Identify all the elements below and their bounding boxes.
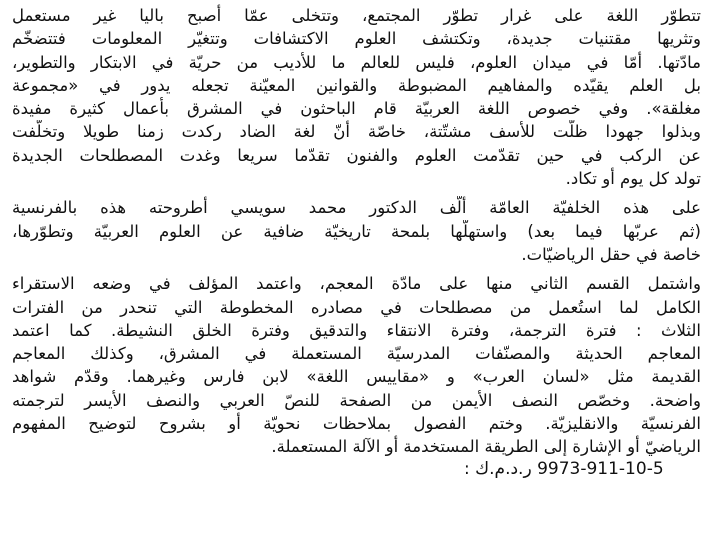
text-line: واضحة. وخصّص النصف الأيمن من الصفحة للنصّ العربي والنصف الأيسر لترجمته	[12, 390, 701, 410]
paragraph-1	[12, 4, 701, 190]
text-line: تولد كل يوم أو تكاد.	[565, 169, 701, 189]
text-line: الفرنسيّة والانقليزيّة. وختم الفصول بملاحظات نحويّة أو بشروح لتوضيح المفهوم	[12, 414, 701, 434]
text-line: خاصة في حقل الرياضيّات.	[521, 244, 701, 264]
text-line: وبذلوا جهودا ظلّت للأسف مشتّتة، خاصّة أنّ لغة الضاد ركدت زمنا طويلا وتخلّفت	[12, 122, 701, 142]
isbn-number: 9973-911-10-5	[537, 458, 664, 479]
text-line: بل العلم يقيّده والمفاهيم المضبوطة والقوانين المعيّنة تجعله يدور في «مجموعة	[12, 75, 701, 95]
isbn-line	[12, 457, 701, 481]
text-line: على هذه الخلفيّة العامّة ألّف الدكتور محمد سويسي أطروحته هذه بالفرنسية	[12, 198, 701, 218]
text-line: القديمة مثل «لسان العرب» و «مقاييس اللغة» لابن فارس وغيرهما. وقدّم شواهد	[12, 367, 701, 387]
paragraph-2	[12, 196, 701, 266]
text-line: الكامل لما استُعمل من مصطلحات في مصادره المخطوطة التي تنحدر من الفترات	[12, 297, 701, 317]
paragraph-3	[12, 272, 701, 458]
text-line: الرياضيّ أو الإشارة إلى الطريقة المستخدمة أو الآلة المستعملة.	[271, 437, 701, 457]
text-line: مادّتها. أمّا في ميدان العلوم، فليس للعالم ما للأديب من حريّة في الابتكار والتطوير،	[12, 52, 701, 72]
text-line: وتثريها مقتنيات جديدة، وتكتشف العلوم الاكتشافات وتتغيّر المعلومات فتتضخّم	[12, 29, 701, 49]
isbn-label: ر.د.م.ك :	[464, 458, 532, 479]
text-line: (ثم عربّها فيما بعد) واستهلّها بلمحة تاريخيّة ضافية عن العلوم العربيّة وتطوّرها،	[12, 221, 701, 241]
text-line: عن الركب في حين تقدّمت العلوم والفنون تقدّما سريعا وغدت المصطلحات الجديدة	[12, 145, 701, 165]
text-line: الثلاث : فترة الترجمة، وفترة الانتقاء والتدقيق وفترة الخلق النشيطة. كما اعتمد	[12, 320, 701, 340]
text-line: تتطوّر اللغة على غرار تطوّر المجتمع، وتتخلى عمّا أصبح باليا غير مستعمل	[12, 6, 701, 25]
text-line: واشتمل القسم الثاني منها على مادّة المعجم، واعتمد المؤلف في وضعه الاستقراء	[12, 274, 701, 294]
text-line: مغلقة». وفي خصوص اللغة العربيّة قام الباحثون في المشرق بأعمال كثيرة مفيدة	[12, 99, 701, 119]
text-line: المعاجم الحديثة والمصنّفات المدرسيّة المستعملة في المشرق، وكذلك المعاجم	[12, 344, 701, 364]
